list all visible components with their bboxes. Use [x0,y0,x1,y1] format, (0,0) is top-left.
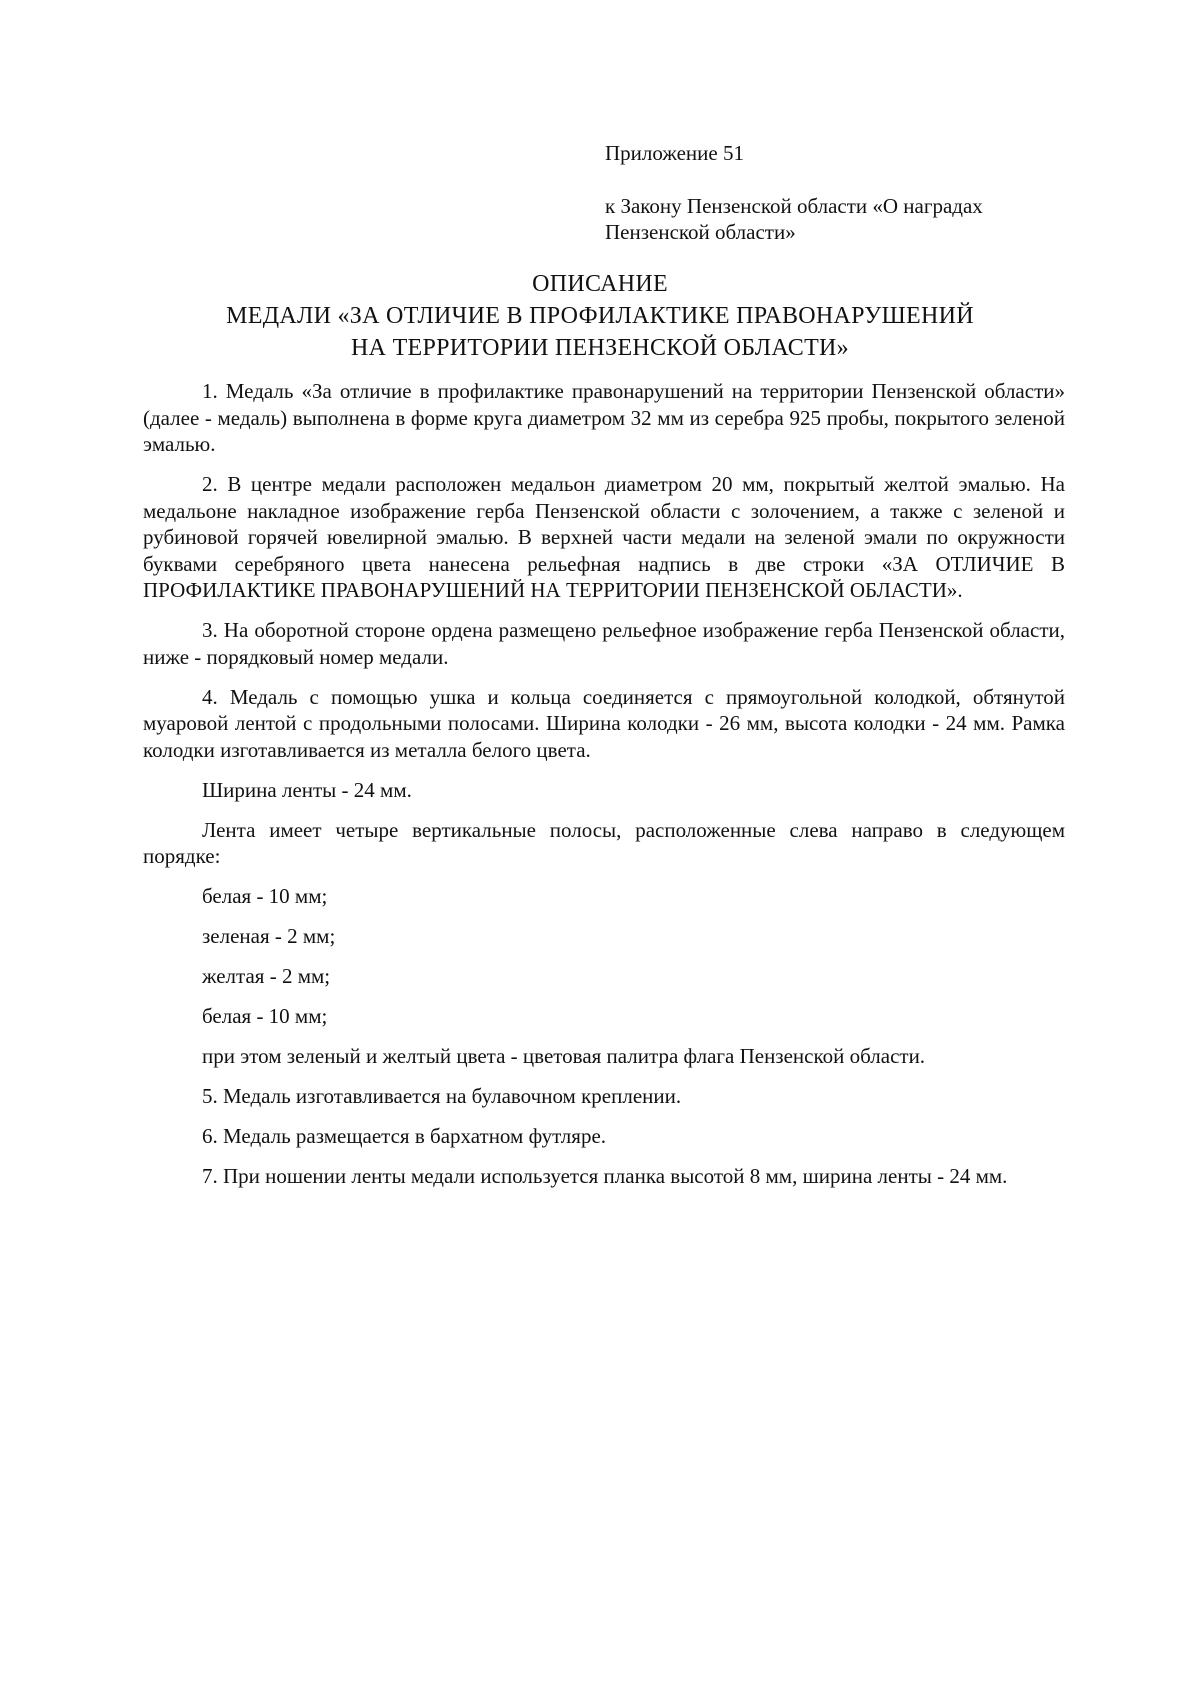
paragraph-2: 2. В центре медали расположен медальон диаметром 20 мм, покрытый желтой эмалью. На медальоне накладное изображение герба Пензенской области с золочением, а также с зеленой и рубиновой горячей ювелирной эмалью. В верхней части медали на зеленой эмали по окружности буквами серебряного цвета нанесена рельефная надпись в две строки «ЗА ОТЛИЧИЕ В ПРОФИЛАКТИКЕ ПРАВОНАРУШЕНИЙ НА ТЕРРИТОРИИ ПЕНЗЕНСКОЙ ОБЛАСТИ». [143,472,1065,602]
stripe-item: белая - 10 мм; [202,1004,328,1028]
paragraph-7: 7. При ношении ленты медали используется планка высотой 8 мм, ширина ленты - 24 мм. [202,1164,1008,1188]
stripe-item: желтая - 2 мм; [202,964,331,988]
law-reference-line: Пензенской области» [605,220,796,244]
law-reference [605,193,1075,245]
paragraph-4: 4. Медаль с помощью ушка и кольца соединяется с прямоугольной колодкой, обтянутой муаровой лентой с продольными полосами. Ширина колодки - 26 мм, высота колодки - 24 мм. Рамка колодки изготавливается из металла белого цвета. [143,684,1065,762]
document-body [143,378,1065,1203]
paragraph-5: 5. Медаль изготавливается на булавочном креплении. [202,1084,682,1108]
appendix-number: Приложение 51 [605,141,744,165]
ribbon-width: Ширина ленты - 24 мм. [202,777,412,802]
paragraph-3: 3. На оборотной стороне ордена размещено рельефное изображение герба Пензенской области, ниже - порядковый номер медали. [143,618,1065,669]
document-title [130,268,1070,364]
title-line: ОПИСАНИЕ [532,271,668,297]
stripes-intro: Лента имеет четыре вертикальные полосы, расположенные слева направо в следующем порядке: [143,817,1065,868]
palette-note: при этом зеленый и желтый цвета - цветовая палитра флага Пензенской области. [202,1044,926,1068]
title-line: НА ТЕРРИТОРИИ ПЕНЗЕНСКОЙ ОБЛАСТИ» [351,335,849,361]
law-reference-line: к Закону Пензенской области «О наградах [605,194,983,218]
paragraph-6: 6. Медаль размещается в бархатном футляре. [202,1124,607,1148]
paragraph-1: 1. Медаль «За отличие в профилактике правонарушений на территории Пензенской области» (далее - медаль) выполнена в форме круга диаметром 32 мм из серебра 925 пробы, покрытого зеленой эмалью. [143,379,1065,456]
stripe-item: белая - 10 мм; [202,884,328,908]
title-line: МЕДАЛИ «ЗА ОТЛИЧИЕ В ПРОФИЛАКТИКЕ ПРАВОНАРУШЕНИЙ [226,303,974,329]
stripe-item: зеленая - 2 мм; [202,924,336,948]
